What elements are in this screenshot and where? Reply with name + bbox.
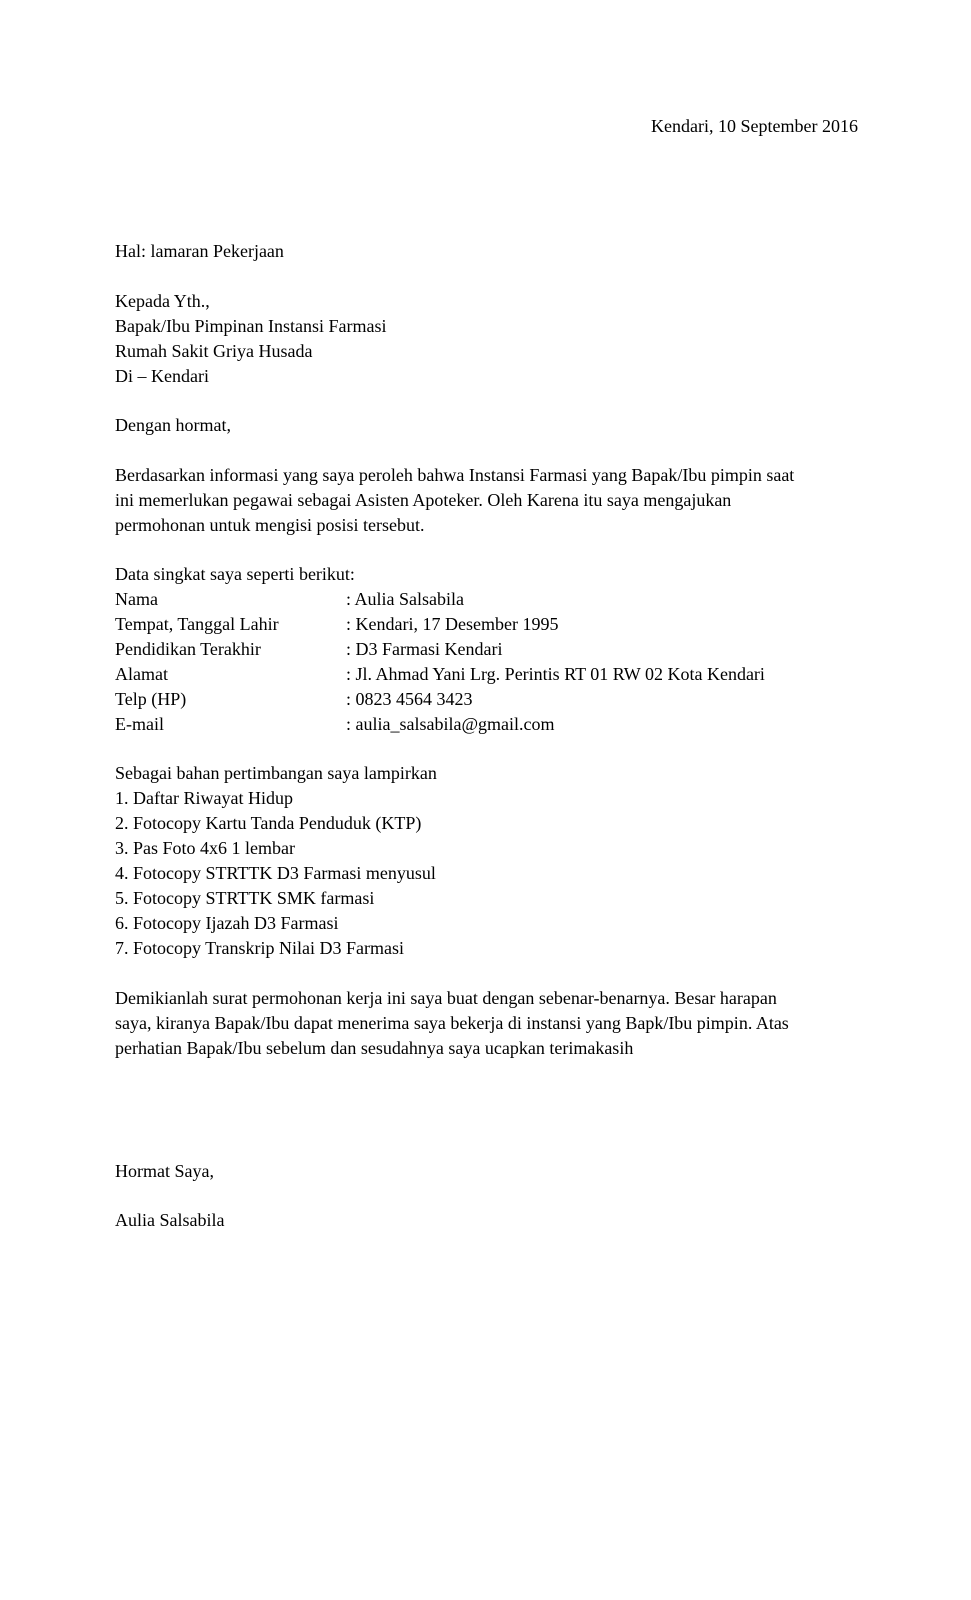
- data-value-education: : D3 Farmasi Kendari: [346, 639, 503, 659]
- data-label-birth: Tempat, Tanggal Lahir: [115, 614, 279, 634]
- intro-paragraph-line: permohonan untuk mengisi posisi tersebut.: [115, 515, 425, 535]
- data-label-education: Pendidikan Terakhir: [115, 639, 261, 659]
- place-date: Kendari, 10 September 2016: [651, 116, 858, 136]
- intro-paragraph-line: ini memerlukan pegawai sebagai Asisten Apoteker. Oleh Karena itu saya mengajukan: [115, 490, 732, 510]
- attachment-item: 6. Fotocopy Ijazah D3 Farmasi: [115, 913, 339, 933]
- data-label-nama: Nama: [115, 589, 158, 609]
- closing-paragraph-line: Demikianlah surat permohonan kerja ini saya buat dengan sebenar-benarnya. Besar harapan: [115, 988, 777, 1008]
- data-heading: Data singkat saya seperti berikut:: [115, 564, 355, 584]
- data-value-nama: : Aulia Salsabila: [346, 589, 464, 609]
- subject-line: Hal: lamaran Pekerjaan: [115, 241, 284, 261]
- attachment-item: 2. Fotocopy Kartu Tanda Penduduk (KTP): [115, 813, 422, 833]
- recipient-line: Kepada Yth.,: [115, 291, 210, 311]
- data-label-address: Alamat: [115, 664, 168, 684]
- salutation: Dengan hormat,: [115, 415, 231, 435]
- recipient-line: Bapak/Ibu Pimpinan Instansi Farmasi: [115, 316, 387, 336]
- attachment-item: 5. Fotocopy STRTTK SMK farmasi: [115, 888, 375, 908]
- attachment-item: 4. Fotocopy STRTTK D3 Farmasi menyusul: [115, 863, 436, 883]
- closing-paragraph-line: perhatian Bapak/Ibu sebelum dan sesudahnya saya ucapkan terimakasih: [115, 1038, 634, 1058]
- intro-paragraph-line: Berdasarkan informasi yang saya peroleh bahwa Instansi Farmasi yang Bapak/Ibu pimpin saat: [115, 465, 795, 485]
- data-value-email: : aulia_salsabila@gmail.com: [346, 714, 555, 734]
- sign-off: Hormat Saya,: [115, 1161, 214, 1181]
- attachment-item: 7. Fotocopy Transkrip Nilai D3 Farmasi: [115, 938, 405, 958]
- data-value-address: : Jl. Ahmad Yani Lrg. Perintis RT 01 RW 02 Kota Kendari: [346, 664, 765, 684]
- data-label-phone: Telp (HP): [115, 689, 187, 709]
- data-value-birth: : Kendari, 17 Desember 1995: [346, 614, 559, 634]
- recipient-line: Rumah Sakit Griya Husada: [115, 341, 313, 361]
- closing-paragraph-line: saya, kiranya Bapak/Ibu dapat menerima saya bekerja di instansi yang Bapk/Ibu pimpin. Atas: [115, 1013, 789, 1033]
- data-value-phone: : 0823 4564 3423: [346, 689, 473, 709]
- recipient-line: Di – Kendari: [115, 366, 209, 386]
- attachments-heading: Sebagai bahan pertimbangan saya lampirkan: [115, 763, 437, 783]
- attachment-item: 3. Pas Foto 4x6 1 lembar: [115, 838, 295, 858]
- signature-name: Aulia Salsabila: [115, 1210, 225, 1230]
- data-label-email: E-mail: [115, 714, 164, 734]
- attachment-item: 1. Daftar Riwayat Hidup: [115, 788, 293, 808]
